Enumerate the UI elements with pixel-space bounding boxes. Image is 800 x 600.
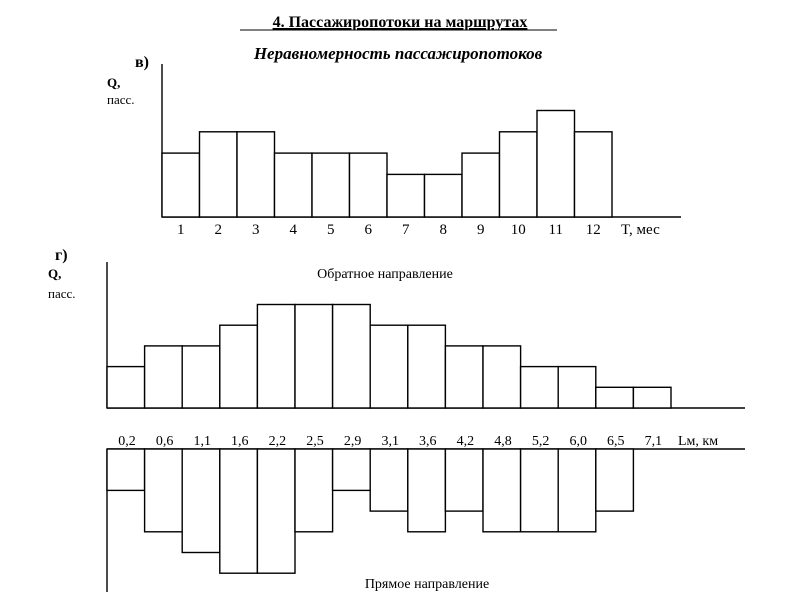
- bar-month-7: [387, 174, 425, 217]
- x-tick-label: 10: [510, 222, 526, 238]
- bar-forward-8: [408, 449, 446, 532]
- bar-month-11: [537, 111, 575, 218]
- page-subtitle: Неравномерность пассажиропотоков: [253, 44, 543, 63]
- x-tick-label: 6,5: [607, 434, 625, 449]
- series-label-forward: Прямое направление: [364, 577, 490, 592]
- bar-reverse-9: [445, 346, 483, 408]
- x-tick-label: 4,2: [456, 434, 475, 449]
- x-tick-label: 6,0: [569, 434, 587, 449]
- bar-forward-3: [220, 449, 258, 573]
- bar-month-3: [237, 132, 275, 217]
- x-axis-label: T, мес: [621, 222, 660, 238]
- x-tick-label: 1: [177, 222, 185, 238]
- x-tick-label: 2,5: [306, 434, 324, 449]
- x-tick-label: 1,1: [193, 434, 211, 449]
- bar-reverse-0: [107, 367, 145, 408]
- page-title: 4. Пассажиропотоки на маршрутах: [272, 14, 528, 31]
- bar-month-5: [312, 153, 350, 217]
- bar-reverse-1: [145, 346, 183, 408]
- chart-monthly: [107, 54, 681, 238]
- bar-forward-10: [483, 449, 521, 532]
- bar-forward-13: [596, 449, 634, 511]
- x-tick-label: 2: [214, 222, 222, 238]
- bar-reverse-6: [333, 305, 371, 409]
- bar-reverse-12: [558, 367, 596, 408]
- bar-forward-9: [445, 449, 483, 511]
- y-axis-label-line1: Q,: [107, 75, 121, 90]
- bar-forward-11: [521, 449, 559, 532]
- x-tick-label: 5: [327, 222, 335, 238]
- x-tick-label: 0,6: [155, 434, 174, 449]
- chart-route-length: [48, 247, 745, 592]
- bar-month-8: [425, 174, 463, 217]
- bar-forward-6: [333, 449, 371, 490]
- x-tick-label: 0,2: [118, 434, 136, 449]
- x-tick-label: 8: [439, 222, 447, 238]
- x-tick-label: 9: [477, 222, 485, 238]
- bar-reverse-8: [408, 325, 446, 408]
- bar-month-9: [462, 153, 500, 217]
- bar-month-4: [275, 153, 313, 217]
- bar-reverse-14: [633, 387, 671, 408]
- x-axis-label: Lм, км: [678, 434, 719, 449]
- panel-label-v: в): [135, 54, 149, 71]
- bar-month-12: [575, 132, 613, 217]
- x-tick-label: 2,2: [268, 434, 287, 449]
- x-tick-label: 5,2: [531, 434, 550, 449]
- bar-forward-2: [182, 449, 220, 553]
- panel-label-g: г): [55, 247, 68, 264]
- x-tick-label: 4,8: [494, 434, 512, 449]
- x-tick-label: 7,1: [644, 434, 663, 449]
- bar-reverse-5: [295, 305, 333, 409]
- bar-reverse-7: [370, 325, 408, 408]
- x-tick-label: 4: [289, 222, 297, 238]
- x-tick-label: 3,6: [419, 434, 437, 449]
- bar-forward-4: [257, 449, 295, 573]
- bar-reverse-10: [483, 346, 521, 408]
- bar-reverse-2: [182, 346, 220, 408]
- x-tick-label: 1,6: [231, 434, 249, 449]
- bar-month-6: [350, 153, 388, 217]
- bar-month-1: [162, 153, 200, 217]
- x-tick-label: 7: [402, 222, 410, 238]
- bars-group: [162, 111, 612, 218]
- bar-forward-7: [370, 449, 408, 511]
- bar-forward-0: [107, 449, 145, 490]
- y-axis-label-line1: Q,: [48, 266, 62, 281]
- x-tick-label: 12: [585, 222, 601, 238]
- bar-forward-5: [295, 449, 333, 532]
- y-axis-label-line2: пасс.: [48, 286, 76, 301]
- x-tick-label: 3,1: [381, 434, 399, 449]
- y-axis-label-line2: пасс.: [107, 92, 135, 107]
- x-tick-label: 11: [548, 222, 563, 238]
- bar-forward-12: [558, 449, 596, 532]
- tick-labels-group: [118, 434, 662, 449]
- bar-month-10: [500, 132, 538, 217]
- bar-forward-1: [145, 449, 183, 532]
- x-tick-label: 6: [364, 222, 372, 238]
- bars-reverse-group: [107, 305, 671, 409]
- bar-reverse-4: [257, 305, 295, 409]
- tick-labels-group: [177, 222, 601, 238]
- bar-reverse-11: [521, 367, 559, 408]
- bar-month-2: [200, 132, 238, 217]
- series-label-reverse: Обратное направление: [317, 267, 453, 282]
- x-tick-label: 3: [252, 222, 260, 238]
- bars-forward-group: [107, 449, 633, 573]
- bar-reverse-3: [220, 325, 258, 408]
- bar-reverse-13: [596, 387, 634, 408]
- x-tick-label: 2,9: [343, 434, 362, 449]
